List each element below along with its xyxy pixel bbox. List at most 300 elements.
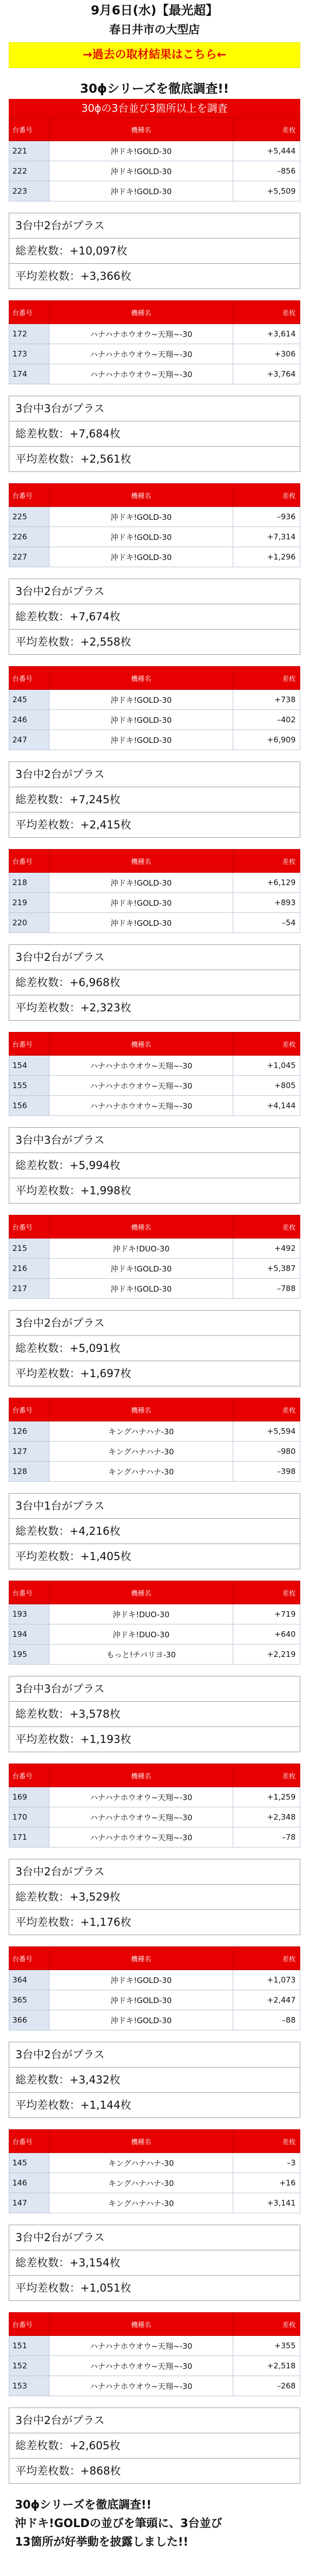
plus-count: 3台中2台がプラス [9, 2042, 300, 2067]
total-difference: 総差枚数：+7,674枚 [9, 604, 300, 630]
machine-name: ハナハナホウオウ~天翔~-30 [49, 1827, 233, 1848]
machine-table [9, 2129, 300, 2213]
header-difference: 差枚 [233, 484, 300, 507]
plus-count: 3台中1台がプラス [9, 1494, 300, 1519]
table-header-row [9, 2313, 300, 2336]
footer-summary [9, 2496, 300, 2552]
machine-number: 151 [9, 2336, 49, 2356]
machine-difference: –88 [233, 2010, 300, 2030]
machine-number: 173 [9, 344, 49, 364]
results-list [0, 117, 309, 2484]
average-difference: 平均差枚数：+3,366枚 [15, 270, 131, 282]
machine-number: 247 [9, 730, 49, 750]
group-summary [9, 579, 300, 655]
header-difference: 差枚 [233, 1947, 300, 1970]
machine-difference: –268 [233, 2376, 300, 2396]
machine-name: もっと!チバリヨ-30 [49, 1645, 233, 1665]
group-summary [9, 2408, 300, 2484]
machine-difference: +1,045 [233, 1056, 300, 1076]
machine-difference: +2,447 [233, 1990, 300, 2010]
total-difference: 総差枚数：+6,968枚 [9, 970, 300, 995]
table-row [9, 1970, 300, 1990]
machine-name: ハナハナホウオウ~天翔~-30 [49, 2356, 233, 2376]
table-header-row [9, 1764, 300, 1787]
header-machine-number: 台番号 [9, 667, 49, 690]
table-header-row [9, 850, 300, 873]
table-row [9, 1442, 300, 1462]
machine-number: 155 [9, 1076, 49, 1096]
machine-number: 153 [9, 2376, 49, 2396]
machine-number: 193 [9, 1604, 49, 1624]
machine-name: ハナハナホウオウ~天翔~-30 [49, 364, 233, 384]
footer-line: 沖ドキ!GOLDの並びを筆頭に、3台並び [15, 2517, 222, 2530]
machine-number: 365 [9, 1990, 49, 2010]
table-row [9, 873, 300, 893]
machine-name: キングハナハナ-30 [49, 1442, 233, 1462]
store-title: 春日井市の大型店 [109, 24, 200, 37]
machine-difference: +6,129 [233, 873, 300, 893]
plus-count: 3台中3台がプラス [9, 396, 300, 421]
machine-table [9, 483, 300, 567]
table-row [9, 893, 300, 913]
header-machine-number: 台番号 [9, 1398, 49, 1421]
machine-difference: +5,444 [233, 141, 300, 161]
machine-difference: –936 [233, 507, 300, 527]
header-machine-name: 機種名 [49, 2313, 233, 2336]
machine-table [9, 300, 300, 384]
machine-number: 227 [9, 547, 49, 567]
group-summary [9, 213, 300, 289]
machine-name: 沖ドキ!GOLD-30 [49, 507, 233, 527]
total-difference: 総差枚数：+2,605枚 [9, 2433, 300, 2459]
machine-name: 沖ドキ!GOLD-30 [49, 1970, 233, 1990]
table-row [9, 1624, 300, 1645]
machine-name: ハナハナホウオウ~天翔~-30 [49, 1787, 233, 1807]
spacer [9, 289, 300, 300]
table-header-row [9, 667, 300, 690]
table-row [9, 547, 300, 567]
group-summary [9, 1127, 300, 1204]
machine-name: 沖ドキ!GOLD-30 [49, 873, 233, 893]
machine-difference: –78 [233, 1827, 300, 1848]
plus-count: 3台中3台がプラス [9, 1128, 300, 1153]
machine-name: 沖ドキ!GOLD-30 [49, 141, 233, 161]
machine-difference: +1,296 [233, 547, 300, 567]
plus-count: 3台中2台がプラス [9, 579, 300, 604]
machine-table [9, 1032, 300, 1116]
machine-difference: +7,314 [233, 527, 300, 547]
table-row [9, 344, 300, 364]
machine-number: 174 [9, 364, 49, 384]
table-header-row [9, 1032, 300, 1056]
machine-name: 沖ドキ!GOLD-30 [49, 2010, 233, 2030]
average-difference: 平均差枚数：+1,144枚 [15, 2099, 131, 2111]
table-header-row [9, 2130, 300, 2153]
footer-line: 30ϕシリーズを徹底調査!! [15, 2499, 152, 2512]
table-row [9, 913, 300, 933]
machine-name: ハナハナホウオウ~天翔~-30 [49, 2376, 233, 2396]
table-header-row [9, 118, 300, 141]
machine-number: 364 [9, 1970, 49, 1990]
machine-table [9, 1946, 300, 2030]
machine-name: 沖ドキ!GOLD-30 [49, 690, 233, 710]
total-difference: 総差枚数：+3,578枚 [9, 1702, 300, 1727]
machine-number: 156 [9, 1096, 49, 1116]
table-row [9, 2193, 300, 2213]
table-row [9, 1239, 300, 1259]
spacer [9, 1386, 300, 1398]
machine-difference: –3 [233, 2153, 300, 2173]
table-row [9, 527, 300, 547]
header-machine-name: 機種名 [49, 850, 233, 873]
machine-difference: –398 [233, 1462, 300, 1482]
result-group [9, 117, 300, 289]
machine-name: 沖ドキ!GOLD-30 [49, 181, 233, 201]
spacer [9, 1569, 300, 1581]
header-difference: 差枚 [233, 1032, 300, 1056]
machine-difference: –980 [233, 1442, 300, 1462]
header-machine-name: 機種名 [49, 118, 233, 141]
table-row [9, 690, 300, 710]
table-row [9, 2376, 300, 2396]
average-difference: 平均差枚数：+1,193枚 [15, 1733, 131, 1745]
machine-number: 194 [9, 1624, 49, 1645]
machine-difference: +640 [233, 1624, 300, 1645]
table-row [9, 1056, 300, 1076]
machine-difference: +16 [233, 2173, 300, 2193]
header-difference: 差枚 [233, 850, 300, 873]
header-difference: 差枚 [233, 667, 300, 690]
table-header-row [9, 1215, 300, 1239]
group-summary [9, 2225, 300, 2301]
machine-table [9, 666, 300, 750]
total-difference: 総差枚数：+5,994枚 [9, 1153, 300, 1178]
result-group [9, 472, 300, 655]
machine-number: 245 [9, 690, 49, 710]
header-difference: 差枚 [233, 1581, 300, 1604]
machine-name: 沖ドキ!GOLD-30 [49, 527, 233, 547]
machine-number: 128 [9, 1462, 49, 1482]
header-difference: 差枚 [233, 118, 300, 141]
group-summary [9, 761, 300, 838]
header-difference: 差枚 [233, 301, 300, 324]
machine-difference: +492 [233, 1239, 300, 1259]
machine-number: 215 [9, 1239, 49, 1259]
machine-table [9, 849, 300, 933]
average-difference: 平均差枚数：+2,561枚 [15, 453, 131, 465]
machine-difference: +3,764 [233, 364, 300, 384]
table-row [9, 324, 300, 344]
machine-table [9, 1215, 300, 1299]
machine-number: 246 [9, 710, 49, 730]
average-difference: 平均差枚数：+2,558枚 [15, 636, 131, 648]
machine-name: 沖ドキ!DUO-30 [49, 1624, 233, 1645]
machine-name: 沖ドキ!GOLD-30 [49, 1279, 233, 1299]
table-row [9, 2356, 300, 2376]
total-difference: 総差枚数：+4,216枚 [9, 1519, 300, 1544]
machine-number: 172 [9, 324, 49, 344]
machine-name: 沖ドキ!GOLD-30 [49, 547, 233, 567]
average-difference: 平均差枚数：+1,697枚 [15, 1367, 131, 1380]
result-group [9, 838, 300, 1021]
past-results-link[interactable]: →過去の取材結果はこちら← [9, 42, 300, 68]
group-summary [9, 1859, 300, 1935]
total-difference: 総差枚数：+3,154枚 [9, 2250, 300, 2276]
machine-difference: +355 [233, 2336, 300, 2356]
machine-table [9, 117, 300, 201]
machine-difference: +1,073 [233, 1970, 300, 1990]
machine-number: 216 [9, 1259, 49, 1279]
plus-count: 3台中2台がプラス [9, 1311, 300, 1336]
machine-number: 170 [9, 1807, 49, 1827]
group-summary [9, 944, 300, 1021]
table-row [9, 507, 300, 527]
header-machine-number: 台番号 [9, 118, 49, 141]
result-group [9, 1752, 300, 1935]
total-difference: 総差枚数：+5,091枚 [9, 1336, 300, 1361]
spacer [9, 1752, 300, 1764]
result-group [9, 289, 300, 472]
result-group [9, 2301, 300, 2484]
plus-count: 3台中2台がプラス [9, 1859, 300, 1885]
total-difference: 総差枚数：+7,684枚 [9, 421, 300, 447]
machine-number: 222 [9, 161, 49, 181]
machine-number: 171 [9, 1827, 49, 1848]
machine-name: キングハナハナ-30 [49, 2153, 233, 2173]
header-difference: 差枚 [233, 1215, 300, 1239]
group-summary [9, 396, 300, 472]
header-machine-number: 台番号 [9, 1032, 49, 1056]
header-machine-number: 台番号 [9, 301, 49, 324]
machine-number: 226 [9, 527, 49, 547]
table-header-row [9, 484, 300, 507]
machine-number: 217 [9, 1279, 49, 1299]
machine-difference: –54 [233, 913, 300, 933]
table-header-row [9, 1398, 300, 1421]
header-difference: 差枚 [233, 2130, 300, 2153]
plus-count: 3台中3台がプラス [9, 1676, 300, 1702]
group-summary [9, 2042, 300, 2118]
header-machine-name: 機種名 [49, 1032, 233, 1056]
table-row [9, 1787, 300, 1807]
header-machine-name: 機種名 [49, 667, 233, 690]
header-machine-number: 台番号 [9, 1764, 49, 1787]
machine-number: 195 [9, 1645, 49, 1665]
machine-name: 沖ドキ!DUO-30 [49, 1604, 233, 1624]
total-difference: 総差枚数：+3,529枚 [9, 1885, 300, 1910]
table-row [9, 181, 300, 201]
machine-name: キングハナハナ-30 [49, 1421, 233, 1442]
machine-number: 223 [9, 181, 49, 201]
table-row [9, 1096, 300, 1116]
table-header-row [9, 1947, 300, 1970]
machine-difference: +6,909 [233, 730, 300, 750]
machine-name: キングハナハナ-30 [49, 1462, 233, 1482]
machine-name: 沖ドキ!GOLD-30 [49, 893, 233, 913]
table-row [9, 1990, 300, 2010]
table-row [9, 710, 300, 730]
average-difference: 平均差枚数：+1,405枚 [15, 1550, 131, 1563]
machine-name: ハナハナホウオウ~天翔~-30 [49, 1076, 233, 1096]
header-machine-name: 機種名 [49, 1398, 233, 1421]
table-row [9, 141, 300, 161]
machine-difference: +738 [233, 690, 300, 710]
machine-number: 127 [9, 1442, 49, 1462]
machine-number: 146 [9, 2173, 49, 2193]
spacer [9, 1204, 300, 1215]
plus-count: 3台中2台がプラス [9, 2225, 300, 2250]
machine-difference: +306 [233, 344, 300, 364]
table-row [9, 1259, 300, 1279]
machine-table [9, 1581, 300, 1665]
group-summary [9, 1676, 300, 1752]
machine-number: 225 [9, 507, 49, 527]
header-machine-number: 台番号 [9, 1581, 49, 1604]
table-row [9, 1807, 300, 1827]
machine-table [9, 1764, 300, 1848]
series-banner: 30ϕの3台並び3箇所以上を調査 [9, 99, 300, 117]
header-machine-name: 機種名 [49, 1215, 233, 1239]
machine-number: 220 [9, 913, 49, 933]
machine-difference: +2,219 [233, 1645, 300, 1665]
header-machine-number: 台番号 [9, 2130, 49, 2153]
header-machine-name: 機種名 [49, 301, 233, 324]
result-group [9, 1569, 300, 1752]
machine-difference: +719 [233, 1604, 300, 1624]
table-row [9, 1279, 300, 1299]
machine-number: 219 [9, 893, 49, 913]
header-machine-name: 機種名 [49, 484, 233, 507]
header-difference: 差枚 [233, 1398, 300, 1421]
machine-difference: +3,141 [233, 2193, 300, 2213]
machine-name: ハナハナホウオウ~天翔~-30 [49, 2336, 233, 2356]
machine-name: ハナハナホウオウ~天翔~-30 [49, 324, 233, 344]
result-group [9, 1386, 300, 1569]
header-machine-number: 台番号 [9, 484, 49, 507]
machine-difference: +2,348 [233, 1807, 300, 1827]
machine-difference: +4,144 [233, 1096, 300, 1116]
header-machine-name: 機種名 [49, 1947, 233, 1970]
total-difference: 総差枚数：+3,432枚 [9, 2067, 300, 2093]
machine-name: ハナハナホウオウ~天翔~-30 [49, 344, 233, 364]
plus-count: 3台中2台がプラス [9, 762, 300, 787]
machine-difference: +1,259 [233, 1787, 300, 1807]
machine-name: ハナハナホウオウ~天翔~-30 [49, 1096, 233, 1116]
table-row [9, 2336, 300, 2356]
machine-name: 沖ドキ!GOLD-30 [49, 730, 233, 750]
machine-table [9, 1398, 300, 1482]
machine-name: ハナハナホウオウ~天翔~-30 [49, 1807, 233, 1827]
machine-difference: +5,509 [233, 181, 300, 201]
table-row [9, 364, 300, 384]
machine-number: 147 [9, 2193, 49, 2213]
spacer [9, 1021, 300, 1032]
result-group [9, 1935, 300, 2118]
machine-difference: +893 [233, 893, 300, 913]
machine-name: 沖ドキ!GOLD-30 [49, 710, 233, 730]
spacer [9, 655, 300, 666]
header-machine-name: 機種名 [49, 1581, 233, 1604]
machine-name: ハナハナホウオウ~天翔~-30 [49, 1056, 233, 1076]
machine-name: キングハナハナ-30 [49, 2193, 233, 2213]
average-difference: 平均差枚数：+2,323枚 [15, 1002, 131, 1014]
machine-name: 沖ドキ!GOLD-30 [49, 161, 233, 181]
machine-difference: +5,594 [233, 1421, 300, 1442]
header-difference: 差枚 [233, 2313, 300, 2336]
table-row [9, 2010, 300, 2030]
plus-count: 3台中2台がプラス [9, 213, 300, 239]
machine-difference: –402 [233, 710, 300, 730]
header-difference: 差枚 [233, 1764, 300, 1787]
table-row [9, 161, 300, 181]
series-title: 30ϕシリーズを徹底調査!! [80, 81, 229, 96]
machine-difference: –788 [233, 1279, 300, 1299]
machine-name: 沖ドキ!DUO-30 [49, 1239, 233, 1259]
total-difference: 総差枚数：+10,097枚 [9, 239, 300, 264]
spacer [9, 838, 300, 849]
result-group [9, 1204, 300, 1386]
page-title: 9月6日(水)【最光超】 [91, 3, 218, 18]
result-group [9, 2118, 300, 2301]
plus-count: 3台中2台がプラス [9, 2408, 300, 2433]
average-difference: 平均差枚数：+1,998枚 [15, 1184, 131, 1197]
spacer [9, 472, 300, 483]
machine-table [9, 2312, 300, 2396]
header-machine-number: 台番号 [9, 2313, 49, 2336]
group-summary [9, 1493, 300, 1569]
result-group [9, 655, 300, 838]
table-row [9, 730, 300, 750]
machine-name: キングハナハナ-30 [49, 2173, 233, 2193]
table-row [9, 1462, 300, 1482]
header-machine-name: 機種名 [49, 1764, 233, 1787]
spacer [9, 2118, 300, 2129]
machine-difference: +2,518 [233, 2356, 300, 2376]
table-row [9, 1604, 300, 1624]
machine-name: 沖ドキ!GOLD-30 [49, 1259, 233, 1279]
machine-number: 154 [9, 1056, 49, 1076]
machine-number: 221 [9, 141, 49, 161]
average-difference: 平均差枚数：+2,415枚 [15, 819, 131, 831]
machine-name: 沖ドキ!GOLD-30 [49, 913, 233, 933]
table-row [9, 2153, 300, 2173]
machine-number: 152 [9, 2356, 49, 2376]
table-row [9, 1421, 300, 1442]
table-header-row [9, 1581, 300, 1604]
machine-number: 366 [9, 2010, 49, 2030]
table-row [9, 1645, 300, 1665]
machine-difference: +805 [233, 1076, 300, 1096]
average-difference: 平均差枚数：+868枚 [15, 2465, 121, 2477]
machine-difference: +3,614 [233, 324, 300, 344]
total-difference: 総差枚数：+7,245枚 [9, 787, 300, 812]
spacer [9, 1935, 300, 1946]
machine-number: 169 [9, 1787, 49, 1807]
table-header-row [9, 301, 300, 324]
machine-name: 沖ドキ!GOLD-30 [49, 1990, 233, 2010]
table-row [9, 1827, 300, 1848]
group-summary [9, 1310, 300, 1386]
table-row [9, 1076, 300, 1096]
machine-number: 126 [9, 1421, 49, 1442]
machine-number: 218 [9, 873, 49, 893]
machine-difference: –856 [233, 161, 300, 181]
average-difference: 平均差枚数：+1,051枚 [15, 2282, 131, 2294]
spacer [9, 2301, 300, 2312]
machine-difference: +5,387 [233, 1259, 300, 1279]
header-machine-name: 機種名 [49, 2130, 233, 2153]
header-machine-number: 台番号 [9, 850, 49, 873]
